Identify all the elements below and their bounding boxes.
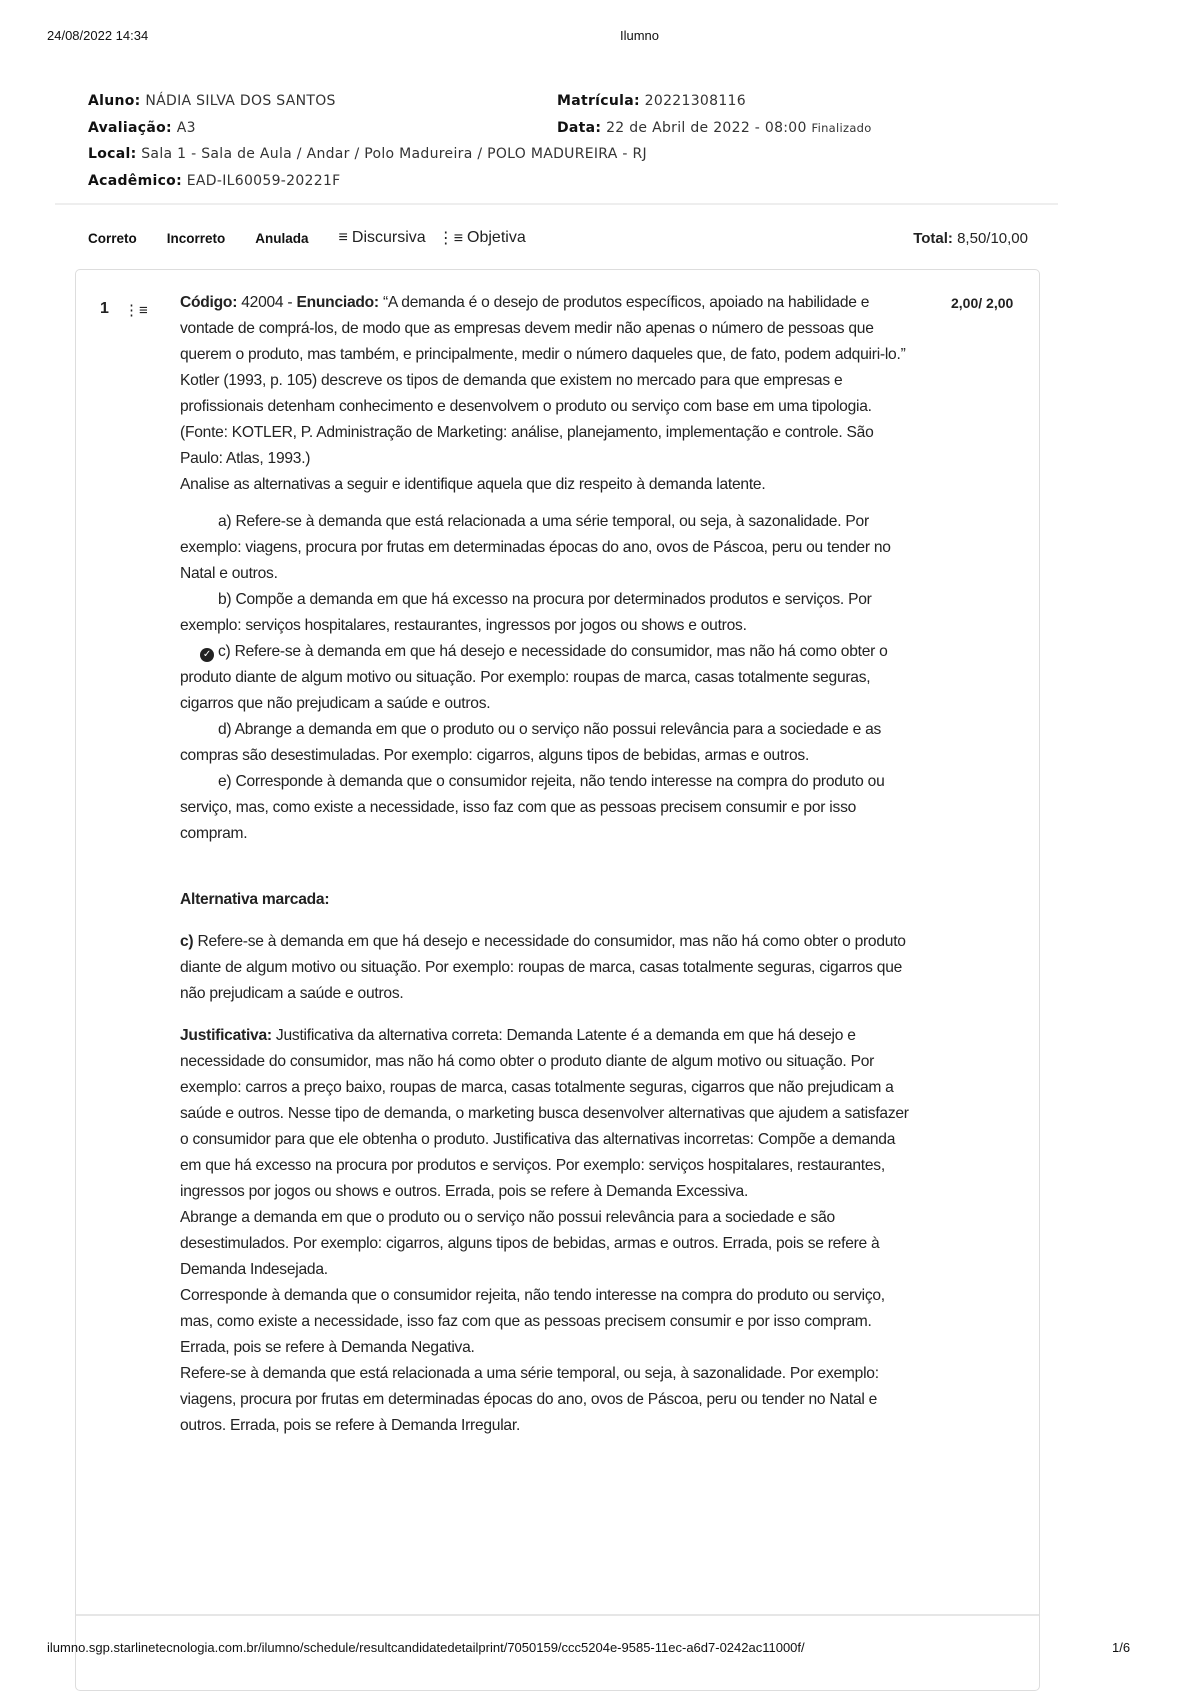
check-circle-icon: ✓ xyxy=(200,648,214,662)
academico-value: EAD-IL60059-20221F xyxy=(186,172,341,189)
justificativa-paragraph: Corresponde à demanda que o consumidor rejeita, não tendo interesse na compra do produto ou serviço, mas, como existe a necessidade, isso faz com que as pessoas precisem consumir e por isso compram. Errada, pois se refere à Demanda Negativa. xyxy=(180,1287,885,1356)
question-instruction: Analise as alternativas a seguir e identifique aquela que diz respeito à demanda latente. xyxy=(180,476,766,493)
matricula-label: Matrícula: xyxy=(557,93,640,109)
question-card xyxy=(75,269,1040,1691)
total-value: 8,50/10,00 xyxy=(957,229,1028,247)
matricula-value: 20221308116 xyxy=(644,93,746,109)
filter-correto[interactable]: Correto xyxy=(88,230,137,246)
aluno-label: Aluno: xyxy=(88,93,141,109)
filter-incorreto[interactable]: Incorreto xyxy=(166,230,226,246)
filter-anulada[interactable]: Anulada xyxy=(255,230,309,246)
codigo-value: 42004 - xyxy=(241,294,297,311)
list-icon: ⋮≡ xyxy=(437,230,464,247)
alternative-c xyxy=(180,639,920,717)
justificativa xyxy=(180,1023,920,1205)
codigo-label: Código: xyxy=(180,294,238,311)
filter-discursiva[interactable] xyxy=(339,229,426,247)
alternatives-list xyxy=(180,509,920,847)
question-score: 2,00/ 2,00 xyxy=(951,295,1014,311)
exam-info xyxy=(88,88,1038,194)
marcada-heading: Alternativa marcada: xyxy=(180,891,330,908)
justificativa-paragraph: Abrange a demanda em que o produto ou o serviço não possui relevância para a sociedade e são desestimulados. Por exemplo: cigarros, alguns tipos de bebidas, armas e outros. Errada, pois se refere à Demanda Indesejada. xyxy=(180,1209,880,1278)
justificativa-text: Justificativa da alternativa correta: Demanda Latente é a demanda em que há desejo e necessidade do consumidor, mas não há como obter o produto diante de algum motivo ou situação. Por exemplo: carros a preço baixo, roupas de marca, casas totalmente seguras, cigarros que não prejudicam a saúde e outros. Nesse tipo de demanda, o marketing busca desenvolver alternativas que ajudem a satisfazer o consumidor para que ele obtenha o produto. Justificativa das alternativas incorretas: Compõe a demanda em que há excesso na procura por produtos e serviços. Por exemplo: serviços hospitalares, restaurantes, ingressos por jogos ou shows e outros. Errada, pois se refere à Demanda Excessiva. xyxy=(180,1027,909,1200)
justificativa-label: Justificativa: xyxy=(180,1027,272,1044)
total-score xyxy=(913,230,1028,247)
enunciado-text: “A demanda é o desejo de produtos específicos, apoiado na habilidade e vontade de comprá-los, de modo que as empresas devem medir não apenas o número de pessoas que querem o produto, mas também, e principalmente, medir o número daqueles que, de fato, podem adquiri-lo.” Kotler (1993, p. 105) descreve os tipos de demanda que existem no mercado para que empresas e profissionais detenham conhecimento e desenvolvem o produto ou serviço com base em uma tipologia. (Fonte: KOTLER, P. Administração de Marketing: análise, planejamento, implementação e controle. São Paulo: Atlas, 1993.) xyxy=(180,294,906,467)
avaliacao-label: Avaliação: xyxy=(88,119,172,136)
marcada-letter: c) xyxy=(180,933,194,950)
question-statement xyxy=(180,290,920,472)
justificativa-paragraph: Refere-se à demanda que está relacionada a uma série temporal, ou seja, à sazonalidade. Por exemplo: viagens, procura por frutas em determinadas épocas do ano, ovos de Páscoa, peru ou tender no Natal e outros. Errada, pois se refere à Demanda Irregular. xyxy=(180,1365,879,1434)
avaliacao-value: A3 xyxy=(176,119,196,136)
academico-label: Acadêmico: xyxy=(88,172,182,189)
local-label: Local: xyxy=(88,146,137,162)
marcada-answer xyxy=(180,929,920,1007)
page-number: 1/6 xyxy=(1112,1640,1131,1655)
print-title: Ilumno xyxy=(620,28,660,43)
enunciado-label: Enunciado: xyxy=(296,294,379,311)
marcada-text: Refere-se à demanda em que há desejo e necessidade do consumidor, mas não há como obter o produto diante de algum motivo ou situação. Por exemplo: roupas de marca, casas totalmente seguras, cigarros que não prejudicam a saúde e outros. xyxy=(180,933,906,1002)
lines-icon: ≡ xyxy=(338,229,348,246)
alternative-a: a) Refere-se à demanda que está relacionada a uma série temporal, ou seja, à sazonalidade. Por exemplo: viagens, procura por frutas em determinadas épocas do ano, ovos de Páscoa, peru ou tender no Natal e outros. xyxy=(180,513,891,582)
footer-url: ilumno.sgp.starlinetecnologia.com.br/ilumno/schedule/resultcandidatedetailprint/7050159/ccc5204e-9585-11ec-a6d7-0242ac11000f/ xyxy=(47,1640,805,1655)
alternative-b: b) Compõe a demanda em que há excesso na procura por determinados produtos e serviços. Por exemplo: serviços hospitalares, restaurantes, ingressos por jogos ou shows e outros. xyxy=(180,591,872,634)
divider xyxy=(55,203,1058,205)
filter-bar xyxy=(88,226,1028,250)
filter-discursiva-label: Discursiva xyxy=(351,229,426,246)
aluno-value: NÁDIA SILVA DOS SANTOS xyxy=(145,93,336,109)
alternative-c-text: c) Refere-se à demanda em que há desejo e necessidade do consumidor, mas não há como obter o produto diante de algum motivo ou situação. Por exemplo: roupas de marca, casas totalmente seguras, cigarros que não prejudicam a saúde e outros. xyxy=(180,643,888,712)
filter-objetiva[interactable] xyxy=(438,228,526,248)
total-label: Total: xyxy=(913,229,953,247)
local-value: Sala 1 - Sala de Aula / Andar / Polo Madureira / POLO MADUREIRA - RJ xyxy=(141,146,647,162)
alternative-d: d) Abrange a demanda em que o produto ou o serviço não possui relevância para a sociedade e as compras são desestimuladas. Por exemplo: cigarros, alguns tipos de bebidas, armas e outros. xyxy=(180,721,882,764)
status-badge: Finalizado xyxy=(811,120,872,135)
card-divider xyxy=(76,1614,1039,1616)
print-datetime: 24/08/2022 14:34 xyxy=(47,28,149,43)
alternative-e: e) Corresponde à demanda que o consumidor rejeita, não tendo interesse na compra do produto ou serviço, mas, como existe a necessidade, isso faz com que as pessoas precisem consumir e por isso compram. xyxy=(180,773,885,842)
question-number: 1 xyxy=(100,300,109,317)
data-value: 22 de Abril de 2022 - 08:00 xyxy=(606,119,807,136)
question-body xyxy=(180,290,920,1439)
filter-objetiva-label: Objetiva xyxy=(467,229,526,246)
list-icon: ⋮≡ xyxy=(124,302,148,319)
data-label: Data: xyxy=(557,119,602,136)
